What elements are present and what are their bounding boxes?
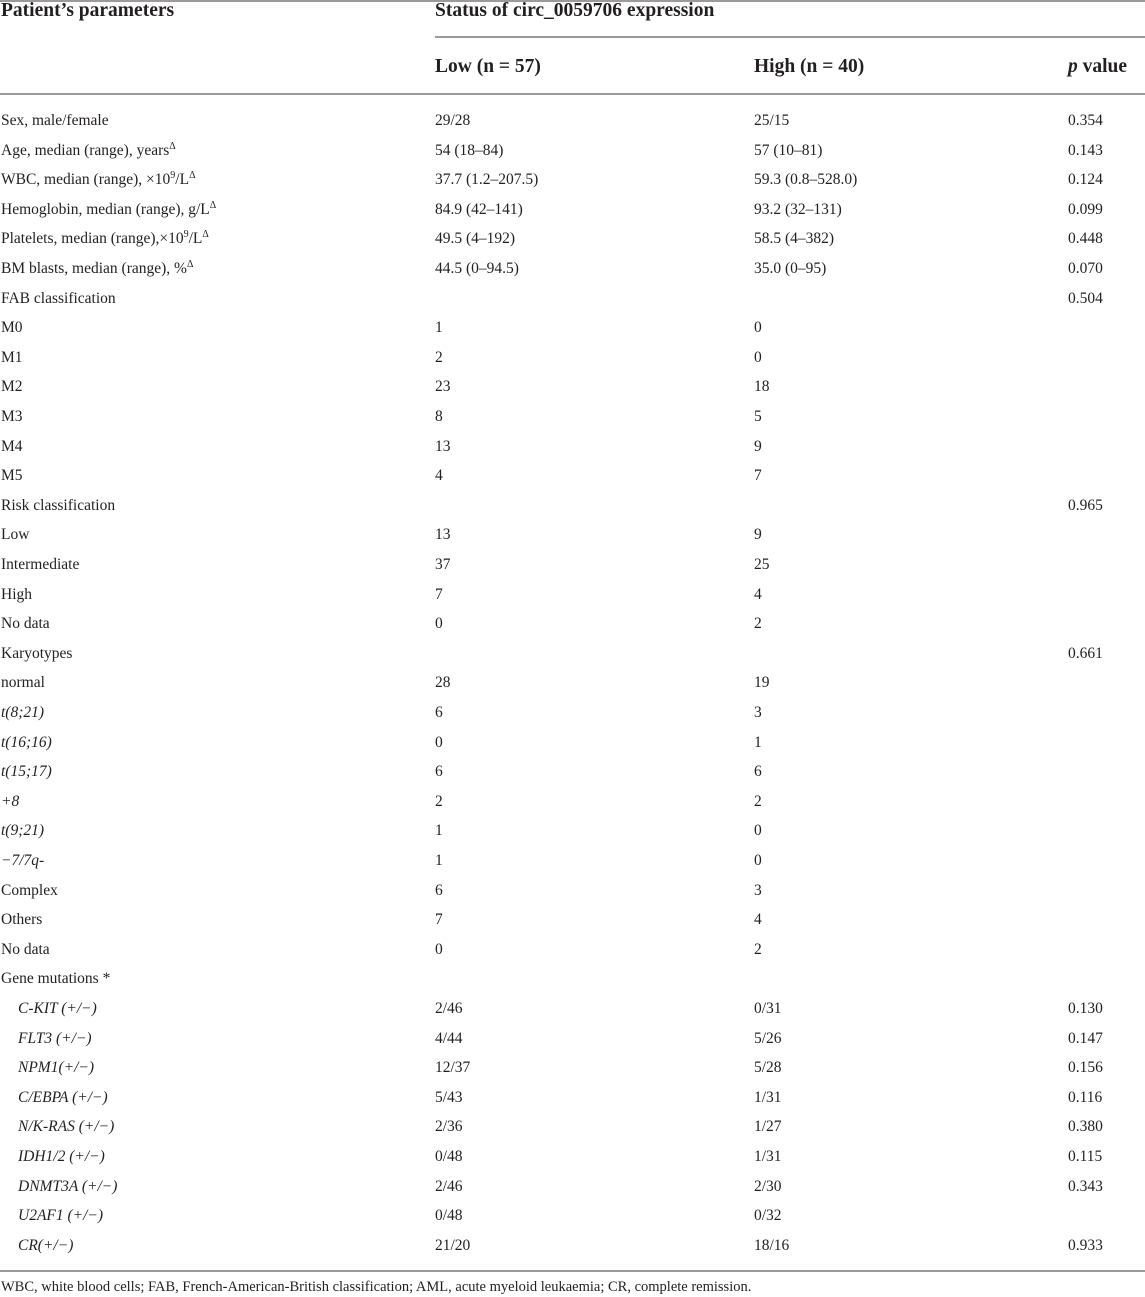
row-label — [1, 349, 23, 367]
row-p-value: 0.504 — [1068, 289, 1103, 307]
row-p-value: 0.661 — [1068, 644, 1103, 662]
row-low-value: 1 — [435, 822, 443, 840]
status-rule — [435, 36, 1145, 38]
row-label-text: Age, median (range), years — [1, 141, 170, 159]
row-label — [1, 438, 23, 456]
row-low-value: 2 — [435, 348, 443, 366]
row-label-text: U2AF1 (+/−) — [18, 1207, 104, 1225]
row-label — [1, 408, 23, 426]
row-label-superscript: Δ — [189, 170, 196, 182]
row-high-value: 93.2 (32–131) — [754, 200, 842, 218]
row-label-text: t(9;21) — [1, 822, 45, 840]
row-low-value: 4 — [435, 467, 443, 485]
row-low-value: 0 — [435, 733, 443, 751]
row-label-text: M3 — [1, 408, 23, 425]
row-high-value: 3 — [754, 881, 762, 899]
row-label-text: −7/7q- — [1, 852, 45, 869]
row-label — [1, 941, 50, 959]
row-low-value: 44.5 (0–94.5) — [435, 260, 519, 277]
row-label — [1, 171, 196, 189]
row-label — [1, 793, 19, 811]
row-high-value: 1 — [754, 733, 762, 751]
row-label-text: WBC, median (range), ×10 — [1, 171, 171, 189]
row-label — [18, 1000, 97, 1018]
row-label-text: N/K-RAS (+/−) — [18, 1118, 115, 1136]
row-label — [1, 201, 216, 219]
row-low-value: 37 — [435, 556, 451, 573]
row-p-value: 0.143 — [1068, 141, 1103, 159]
row-label-text: NPM1(+/−) — [18, 1059, 95, 1077]
row-high-value: 0 — [754, 348, 762, 366]
row-p-value: 0.448 — [1068, 230, 1103, 248]
row-high-value: 59.3 (0.8–528.0) — [754, 171, 858, 189]
row-high-value: 5/28 — [754, 1059, 782, 1077]
row-label — [18, 1237, 73, 1255]
row-low-value: 37.7 (1.2–207.5) — [435, 171, 539, 189]
row-high-value: 9 — [754, 437, 762, 455]
row-high-value: 1/31 — [754, 1088, 782, 1106]
row-label — [18, 1059, 94, 1077]
row-low-value: 7 — [435, 585, 443, 603]
row-label — [18, 1207, 103, 1225]
row-low-value: 0 — [435, 615, 443, 633]
row-p-value: 0.965 — [1068, 496, 1103, 514]
row-low-value: 29/28 — [435, 112, 471, 129]
row-label-superscript: Δ — [202, 229, 209, 241]
row-label — [1, 467, 23, 485]
row-p-value: 0.380 — [1068, 1118, 1103, 1136]
row-label-text: No data — [1, 615, 50, 633]
row-high-value: 6 — [754, 763, 762, 781]
row-label-text: Intermediate — [1, 556, 80, 573]
row-low-value: 0 — [435, 940, 443, 958]
row-label — [1, 586, 32, 604]
row-label-text: BM blasts, median (range), % — [1, 260, 187, 277]
header-status: Status of circ_0059706 expression — [435, 0, 715, 21]
row-label — [1, 615, 50, 633]
row-label-text: Platelets, median (range),×10 — [1, 230, 184, 248]
row-high-value: 0/31 — [754, 1000, 782, 1017]
row-label-text: C-KIT (+/−) — [18, 1000, 97, 1017]
row-low-value: 49.5 (4–192) — [435, 230, 516, 248]
row-label-text: Risk classification — [1, 496, 116, 514]
row-label — [1, 378, 23, 396]
row-label — [18, 1148, 105, 1166]
row-label-text: normal — [1, 674, 45, 692]
row-label — [1, 911, 42, 929]
row-label-text: FLT3 (+/−) — [18, 1029, 92, 1047]
row-high-value: 4 — [754, 911, 762, 929]
header-rule — [0, 93, 1145, 95]
row-label-unit: /L — [188, 230, 203, 248]
row-high-value: 25 — [754, 556, 770, 573]
row-high-value: 9 — [754, 526, 762, 544]
row-label — [1, 497, 115, 515]
row-p-value: 0.933 — [1068, 1236, 1103, 1254]
row-label-text: Hemoglobin, median (range), g/L — [1, 200, 210, 218]
row-low-value: 7 — [435, 911, 443, 929]
row-high-value: 4 — [754, 585, 762, 603]
row-high-value: 5 — [754, 408, 762, 425]
row-low-value: 54 (18–84) — [435, 141, 504, 159]
row-label-text: IDH1/2 (+/−) — [18, 1148, 105, 1165]
row-low-value: 28 — [435, 674, 451, 692]
row-high-value: 2/30 — [754, 1177, 782, 1195]
row-low-value: 2/46 — [435, 1000, 463, 1017]
row-high-value: 2 — [754, 615, 762, 633]
row-label-text: t(15;17) — [1, 763, 52, 781]
row-label — [1, 674, 45, 692]
row-low-value: 21/20 — [435, 1236, 471, 1254]
row-low-value: 2/46 — [435, 1177, 463, 1195]
row-low-value: 84.9 (42–141) — [435, 200, 523, 218]
row-label-text: C/EBPA (+/−) — [18, 1088, 108, 1106]
row-label-text: t(8;21) — [1, 704, 45, 721]
header-p-italic: p — [1068, 56, 1078, 77]
row-label-exponent: 9 — [183, 229, 189, 241]
row-low-value: 23 — [435, 378, 451, 396]
row-label — [1, 526, 29, 544]
row-label — [1, 230, 209, 248]
row-label-text: Gene mutations * — [1, 970, 111, 988]
row-label — [1, 882, 58, 900]
row-label — [18, 1030, 92, 1048]
row-label — [1, 734, 52, 752]
row-p-value: 0.354 — [1068, 112, 1103, 129]
row-label — [1, 970, 110, 988]
row-p-value: 0.343 — [1068, 1177, 1103, 1195]
row-high-value: 2 — [754, 940, 762, 958]
row-label — [1, 142, 176, 160]
row-high-value: 57 (10–81) — [754, 141, 823, 159]
bottom-rule — [0, 1270, 1145, 1272]
row-high-value: 58.5 (4–382) — [754, 230, 835, 248]
row-label-text: M0 — [1, 319, 23, 337]
header-p-value — [1068, 56, 1127, 78]
row-high-value: 7 — [754, 467, 762, 485]
row-low-value: 4/44 — [435, 1029, 463, 1047]
row-label-text: M5 — [1, 467, 23, 485]
row-label-text: +8 — [1, 792, 20, 810]
row-p-value: 0.116 — [1068, 1088, 1103, 1106]
row-label — [1, 763, 52, 781]
row-low-value: 13 — [435, 437, 451, 455]
row-label-text: DNMT3A (+/−) — [18, 1177, 118, 1195]
row-p-value: 0.147 — [1068, 1029, 1103, 1047]
row-label — [1, 290, 116, 308]
row-low-value: 1 — [435, 852, 443, 869]
row-label-text: No data — [1, 940, 50, 958]
row-high-value: 0 — [754, 319, 762, 337]
row-low-value: 1 — [435, 319, 443, 337]
row-low-value: 8 — [435, 408, 443, 425]
row-high-value: 0/32 — [754, 1207, 782, 1225]
header-p-rest: value — [1077, 56, 1128, 77]
row-label — [1, 645, 72, 663]
row-label-text: Others — [1, 911, 43, 929]
row-label-text: Low — [1, 526, 30, 544]
row-p-value: 0.099 — [1068, 200, 1103, 218]
row-label-exponent: 9 — [170, 170, 176, 182]
row-low-value: 12/37 — [435, 1059, 471, 1077]
row-label-text: Sex, male/female — [1, 112, 109, 129]
row-label-superscript: Δ — [209, 199, 217, 211]
row-label-text: M2 — [1, 378, 23, 396]
row-high-value: 19 — [754, 674, 770, 692]
row-low-value: 0/48 — [435, 1148, 463, 1165]
row-label-text: FAB classification — [1, 289, 116, 307]
row-label — [1, 112, 109, 130]
row-p-value: 0.115 — [1068, 1148, 1103, 1165]
row-high-value: 0 — [754, 852, 762, 869]
header-low: Low (n = 57) — [435, 56, 541, 77]
row-p-value: 0.156 — [1068, 1059, 1103, 1077]
row-low-value: 6 — [435, 763, 443, 781]
row-label — [1, 822, 44, 840]
row-low-value: 2 — [435, 792, 443, 810]
row-label-text: CR(+/−) — [18, 1236, 74, 1254]
row-label-unit: /L — [175, 171, 190, 189]
row-high-value: 35.0 (0–95) — [754, 260, 827, 277]
row-high-value: 1/27 — [754, 1118, 782, 1136]
row-label — [18, 1089, 108, 1107]
row-label-text: M4 — [1, 437, 23, 455]
row-low-value: 2/36 — [435, 1118, 463, 1136]
row-label-text: Complex — [1, 881, 58, 899]
row-low-value: 6 — [435, 881, 443, 899]
row-label-text: Karyotypes — [1, 644, 73, 662]
header-params: Patient’s parameters — [1, 0, 175, 21]
header-high: High (n = 40) — [754, 56, 865, 77]
row-label-text: High — [1, 585, 32, 603]
row-label-superscript: Δ — [186, 258, 194, 270]
row-low-value: 0/48 — [435, 1207, 463, 1225]
row-label-text: M1 — [1, 348, 23, 366]
row-high-value: 18/16 — [754, 1236, 790, 1254]
row-p-value: 0.130 — [1068, 1000, 1103, 1017]
row-label-superscript: Δ — [169, 140, 176, 152]
row-label — [18, 1118, 114, 1136]
row-high-value: 1/31 — [754, 1148, 782, 1165]
row-high-value: 3 — [754, 704, 762, 721]
row-low-value: 13 — [435, 526, 451, 544]
row-label — [1, 260, 193, 278]
row-p-value: 0.070 — [1068, 260, 1103, 277]
row-low-value: 5/43 — [435, 1088, 463, 1106]
row-low-value: 6 — [435, 704, 443, 721]
row-label-text: t(16;16) — [1, 733, 52, 751]
row-high-value: 18 — [754, 378, 770, 396]
row-label — [1, 852, 44, 870]
row-label — [1, 319, 23, 337]
row-p-value: 0.124 — [1068, 171, 1103, 189]
row-high-value: 2 — [754, 792, 762, 810]
row-label — [1, 556, 79, 574]
row-high-value: 25/15 — [754, 112, 790, 129]
row-label — [1, 704, 44, 722]
row-high-value: 0 — [754, 822, 762, 840]
row-high-value: 5/26 — [754, 1029, 782, 1047]
table-footnote: WBC, white blood cells; FAB, French-American-British classification; AML, acute myeloid leukaemia; CR, complete remission. — [1, 1279, 752, 1295]
row-label — [18, 1178, 117, 1196]
